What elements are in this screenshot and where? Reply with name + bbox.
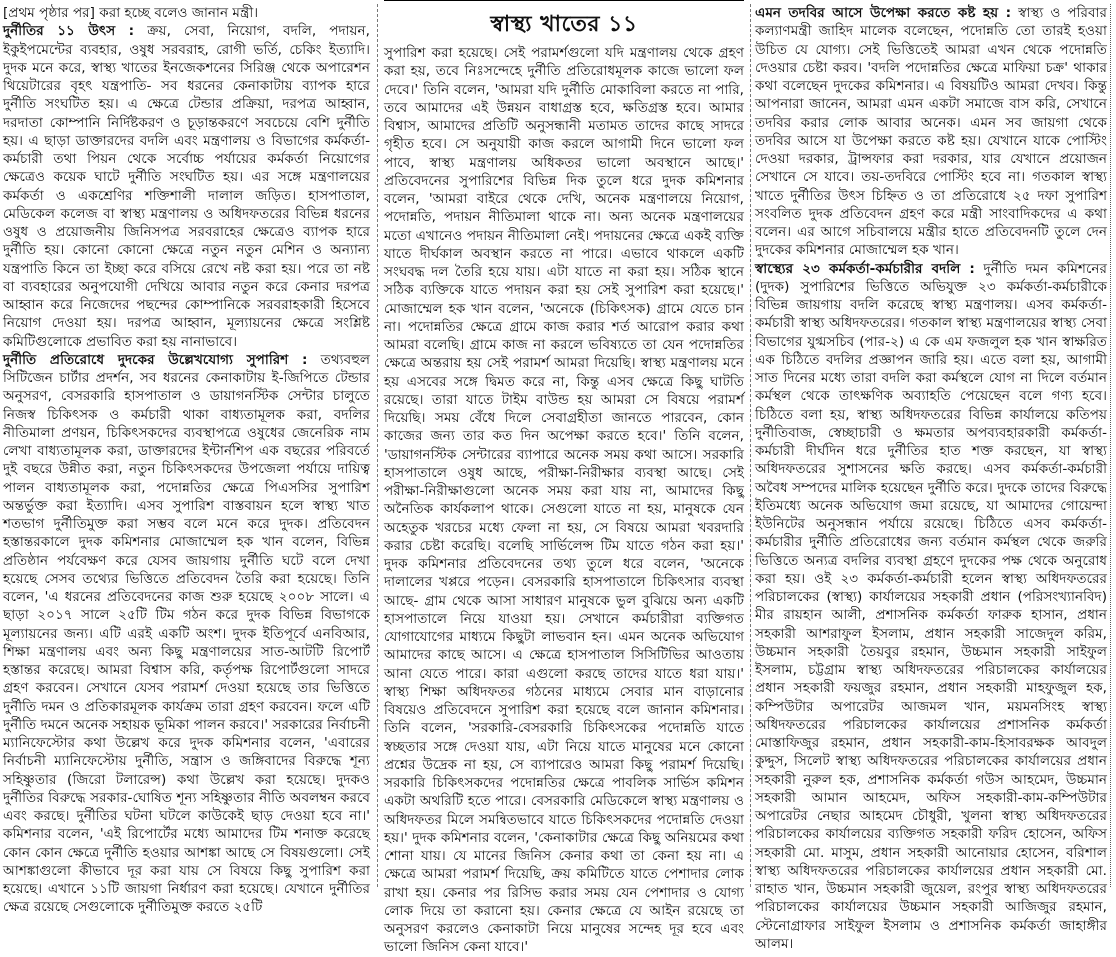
section-subhead-corruption-sources: দুর্নীতির ১১ উৎস : <box>3 23 135 40</box>
column3-paragraph-1 <box>755 260 1107 954</box>
column2-paragraph-0 <box>384 44 744 957</box>
column-divider-left <box>377 4 378 887</box>
section-subhead-transfers: স্বাস্থ্যের ২৩ কর্মকর্তা-কর্মচারীর বদলি : <box>755 260 975 277</box>
column-divider-right <box>750 4 751 887</box>
paragraph-text: স্বাস্থ্য ও পরিবার কল্যাণমন্ত্রী জাহিদ মালেক বলেছেন, পদোন্নতি তো তারই হওয়া উচিত যে যোগ্য। সেই ভিত্তিতেই আমরা এখন থেকে পদোন্নতি দেওয়ার চেষ্টা করব। 'বদলি পদোন্নতির ক্ষেত্রে মাফিয়া চক্র' থাকার কথা বলেছেন দুদকের কমিশনার। এ বিষয়টিও আমরা দেখব। কিন্তু আপনারা জানেন, আমরা এমন একটা সমাজে বাস করি, সেখানে তদবির করার লোক আবার অনেক। এমন সব জায়গা থেকে তদবির আসে যা উপেক্ষা করতে কষ্ট হয়। যেখানে যাকে পোস্টিং দেওয়া দরকার, ট্রান্সফার করা দরকার, যার যেখানে প্রয়োজন সেখানে সে যাবে। তয়-তদবিরে পোস্টিং হবে না। গতকাল স্বাস্থ্য খাতে দুর্নীতির উৎস চিহ্নিত ও তা প্রতিরোধে ২৫ দফা সুপারিশ সংবলিত দুদক প্রতিবেদন গ্রহণ করে মন্ত্রী সাংবাদিকদের এ কথা বলেন। এর আগে সচিবালয়ে মন্ত্রীর হাতে প্রতিবেদনটি তুলে দেন দুদকের কমিশনার মোজাম্মেল হক খান। <box>755 5 1108 259</box>
paragraph-text: দুর্নীতি দমন কমিশনের (দুদক) সুপারিশের ভিত্তিতে অভিযুক্ত ২৩ কর্মকর্তা-কর্মচারীকে বিভিন্ন জায়গায় বদলি করেছে স্বাস্থ্য মন্ত্রণালয়। এসব কর্মকর্তা-কর্মচারী স্বাস্থ্য অধিদফতরের। গতকাল স্বাস্থ্য মন্ত্রণালয়ের স্বাস্থ্য সেবা বিভাগের যুগ্মসচিব (পার-২) এ কে এম ফজলুল হক খান স্বাক্ষরিত এক চিঠিতে বদলির প্রজ্ঞাপন জারি হয়। এতে বলা হয়, আগামী সাত দিনের মধ্যে তারা বদলি করা কর্মস্থলে যোগ না দিলে বর্তমান কর্মস্থল থেকে তাৎক্ষণিক অব্যাহতি পেয়েছেন বলে গণ্য হবে। চিঠিতে বলা হয়, স্বাস্থ্য অধিদফতরের বিভিন্ন কার্যালয়ে কতিপয় দুর্নীতিবাজ, স্বেচ্ছাচারী ও ক্ষমতার অপব্যবহারকারী কর্মকর্তা-কর্মচারী দীর্ঘদিন ধরে দুর্নীতির হাত শক্ত করছেন, যা স্বাস্থ্য অধিদফতরের সুশাসনের ক্ষতি করছে। এসব কর্মকর্তা-কর্মচারী অবৈধ সম্পদের মালিক হয়েছেন দুর্নীতি করে। দুদকে তাদের বিরুদ্ধে ইতিমধ্যে অনেক অভিযোগ জমা রয়েছে, যা আমাদের গোয়েন্দা ইউনিটের অনুসন্ধান পর্যায়ে রয়েছে। চিঠিতে এসব কর্মকর্তা-কর্মচারীর দুর্নীতি প্রতিরোধের জন্য বর্তমান কর্মস্থল থেকে জরুরি ভিত্তিতে অন্যত্র বদলির ব্যবস্থা গ্রহণে দুদকের পক্ষ থেকে অনুরোধ করা হয়। ওই ২৩ কর্মকর্তা-কর্মচারী হলেন স্বাস্থ্য অধিদফতরের পরিচালকের (স্বাস্থ্য) কার্যালয়ের সহকারী প্রধান (পরিসংখ্যানবিদ) মীর রায়হান আলী, প্রশাসনিক কর্মকর্তা ফারুক হাসান, প্রধান সহকারী আশরাফুল ইসলাম, প্রধান সহকারী সাজেদুল করিম, উচ্চমান সহকারী তৈয়বুর রহমান, উচ্চমান সহকারী সাইফুল ইসলাম, চট্টগ্রাম স্বাস্থ্য অধিদফতরের পরিচালকের কার্যালয়ের প্রধান সহকারী ফয়জুর রহমান, প্রধান সহকারী মাহফুজুল হক, কম্পিউটার অপারেটর আজমল খান, ময়মনসিংহ স্বাস্থ্য অধিদফতরের পরিচালকের কার্যালয়ের প্রশাসনিক কর্মকর্তা মোস্তাফিজুর রহমান, প্রধান সহকারী-কাম-হিসাবরক্ষক আবদুল কুদ্দুস, সিলেট স্বাস্থ্য অধিদফতরের পরিচালকের কার্যালয়ের প্রধান সহকারী নুরুল হক, প্রশাসনিক কর্মকর্তা গউস আহমেদ, উচ্চমান সহকারী আমান আহমেদ, অফিস সহকারী-কাম-কম্পিউটার অপারেটর নেছার আহমেদ চৌধুরী, খুলনা স্বাস্থ্য অধিদফতরের পরিচালকের কার্যালয়ের ব্যক্তিগত সহকারী ফরিদ হোসেন, অফিস সহকারী মো. মাসুম, প্রধান সহকারী আনোয়ার হোসেন, বরিশাল স্বাস্থ্য অধিদফতরের পরিচালকের কার্যালয়ের প্রধান সহকারী মো. রাহাত খান, উচ্চমান সহকারী জুয়েল, রংপুর স্বাস্থ্য অধিদফতরের পরিচালকের কার্যালয়ের উচ্চমান সহকারী আজিজুর রহমান, স্টেনোগ্রাফার সাইফুল ইসলাম ও প্রশাসনিক কর্মকর্তা জাহাঙ্গীর আলম। <box>755 260 1107 952</box>
continuation-note: [প্রথম পৃষ্ঠার পর] <box>3 5 95 21</box>
column1-paragraph-2 <box>3 351 370 917</box>
headline-top-rule <box>384 0 744 1</box>
paragraph-text: করা হচ্ছে বলেও জানান মন্ত্রী। <box>94 5 259 21</box>
article-column-2 <box>384 4 744 956</box>
section-subhead-acc-recommendations: দুর্নীতি প্রতিরোধে দুদকের উল্লেখযোগ্য সুপারিশ : <box>3 351 308 368</box>
paragraph-text: তথ্যবহুল সিটিজেন চার্টার প্রদর্শন, সব ধরনের কেনাকাটায় ই-জিপিতে টেন্ডার অনুসরণ, বেসরকারি হাসপাতাল ও ডায়াগনস্টিক সেন্টার চালুতে নিজস্ব চিকিৎসক ও কর্মচারী থাকা বাধ্যতামূলক করা, বদলির নীতিমালা প্রণয়ন, চিকিৎসকদের ব্যবস্থাপত্রে ওষুধের জেনেরিক নাম লেখা বাধ্যতামূলক করা, ডাক্তারদের ইন্টার্নশিপ এক বছরের পরিবর্তে দুই বছরে উন্নীত করা, নতুন চিকিৎসকদের উপজেলা পর্যায়ে দায়িত্ব পালন বাধ্যতামূলক করা, পদোন্নতির ক্ষেত্রে পিএসসির সুপারিশ অন্তর্ভুক্ত করা ইত্যাদি। এসব সুপারিশ বাস্তবায়ন হলে স্বাস্থ্য খাত শতভাগ দুর্নীতিমুক্ত করা সম্ভব বলে মনে করে দুদক। প্রতিবেদন হস্তান্তরকালে দুদক কমিশনার মোজাম্মেল হক খান বলেন, বিভিন্ন প্রতিষ্ঠান পর্যবেক্ষণ করে যেসব জায়গায় দুর্নীতি ঘটে বলে দেখা হয়েছে সেসব তথ্যের ভিত্তিতে প্রতিবেদন তৈরি করা হয়েছে। তিনি বলেন, 'এ ধরনের প্রতিবেদনের কাজ শুরু হয়েছে ২০০৮ সালে। এ ছাড়া ২০১৭ সালে ২৫টি টিম গঠন করে দুদক বিভিন্ন বিভাগকে মূল্যায়নের জন্য। এটি এরই একটি অংশ। দুদক ইতিপূর্বে এনবিআর, শিক্ষা মন্ত্রণালয় এবং অন্য কিছু মন্ত্রণালয়ের সাত-আটটি রিপোর্ট হস্তান্তর করেছে। আমরা বিশ্বাস করি, কর্তৃপক্ষ রিপোর্টগুলো সাদরে গ্রহণ করবেন। সেখানে যেসব পরামর্শ দেওয়া হয়েছে তার ভিত্তিতে দুর্নীতি দমন ও প্রতিকারমূলক কার্যক্রম তারা গ্রহণ করবেন। ফলে এটি দুর্নীতি দমনে অনেক সহায়ক ভূমিকা পালন করবে।' সরকারের নির্বাচনী ম্যানিফেস্টোর কথা উল্লেখ করে দুদক কমিশনার বলেন, 'এবারের নির্বাচনী ম্যানিফেস্টোয় দুর্নীতি, সন্ত্রাস ও জঙ্গিবাদের বিরুদ্ধে শূন্য সহিষ্ণুতার (জিরো টলারেন্স) কথা উল্লেখ করা হয়েছে। দুদকও দুর্নীতির বিরুদ্ধে সরকার-ঘোষিত শূন্য সহিষ্ণুতার নীতি অবলম্বন করবে এবং করছে। দুর্নীতির ঘটনা ঘটলে কাউকেই ছাড় দেওয়া হবে না।' কমিশনার বলেন, 'এই রিপোর্টের মধ্যে আমাদের টিম শনাক্ত করেছে কোন কোন ক্ষেত্রে দুর্নীতি হওয়ার আশঙ্কা আছে সে বিষয়গুলো। সেই আশঙ্কাগুলো কীভাবে দূর করা যায় সে বিষয়ে কিছু সুপারিশ করা হয়েছে। এখানে ১১টি জায়গা নির্ধারণ করা হয়েছে। যেখানে দুর্নীতির ক্ষেত্র রয়েছে সেগুলোকে দুর্নীতিমুক্ত করতে ২৫টি <box>3 351 370 916</box>
section-subhead-lobbying: এমন তদবির আসে উপেক্ষা করতে কষ্ট হয় : <box>755 5 1012 21</box>
article-column-3 <box>755 4 1108 952</box>
article-headline: স্বাস্থ্য খাতের ১১ <box>490 12 638 37</box>
page-edge-rule <box>1110 4 1111 887</box>
paragraph-text: ক্রয়, সেবা, নিয়োগ, বদলি, পদায়ন, ইকুইপমেন্টের ব্যবহার, ওষুধ সরবরাহ, রোগী ভর্তি, চেকিং ইত্যাদি। দুদক মনে করে, স্বাস্থ্য খাতের ইনজেকশনের সিরিঞ্জ থেকে অপারেশন থিয়েটারের বৃহৎ যন্ত্রপাতি- সব ধরনের কেনাকাটায় ব্যাপক হারে দুর্নীতি সংঘটিত হয়। এ ক্ষেত্রে টেন্ডার প্রক্রিয়া, দরপত্র আহ্বান, দরদাতা কোম্পানি নির্দিষ্টকরণ ও চূড়ান্তকরণে সবচেয়ে বেশি দুর্নীতি হয়। এ ছাড়া ডাক্তারদের বদলি এবং মন্ত্রণালয় ও বিভাগের কর্মকর্তা-কর্মচারী তথা পিয়ন থেকে সর্বোচ্চ পর্যায়ের কর্মকর্তা নিয়োগের ক্ষেত্রেও কয়েক ঘাটে দুর্নীতি সংঘটিত হয়। এর সঙ্গে মন্ত্রণালয়ের কর্মকর্তা ও একশ্রেণির শক্তিশালী দালাল জড়িত। হাসপাতাল, মেডিকেল কলেজ বা স্বাস্থ্য মন্ত্রণালয় ও অধিদফতরের বিভিন্ন ধরনের ওষুধ ও প্রয়োজনীয় জিনিসপত্র সরবরাহের ক্ষেত্রেও ব্যাপক হারে দুর্নীতি হয়। কোনো কোনো ক্ষেত্রে নতুন নতুন মেশিন ও অন্যান্য যন্ত্রপাতি কিনে তা ইচ্ছা করে বসিয়ে রেখে নষ্ট করা হয়। পরে তা নষ্ট বা ব্যবহারের অনুপযোগী দেখিয়ে আবার নতুন করে কেনার দরপত্র আহ্বান করে নিজেদের পছন্দের কোম্পানিকে সরবরাহকারী হিসেবে নিয়োগ দেওয়া হয়। দরপত্র আহ্বান, মূল্যায়নের ক্ষেত্রে সংশ্লিষ্ট কমিটিগুলোকে প্রভাবিত করা হয় নানাভাবে। <box>3 23 370 350</box>
column1-paragraph-0 <box>3 4 370 22</box>
article-column-1 <box>3 4 370 916</box>
paragraph-text: সুপারিশ করা হয়েছে। সেই পরামর্শগুলো যদি মন্ত্রণালয় থেকে গ্রহণ করা হয়, তবে নিঃসন্দেহে দুর্নীতি প্রতিরোধমূলক কাজে ভালো ফল দেবে।' তিনি বলেন, 'আমরা যদি দুর্নীতি মোকাবিলা করতে না পারি, তবে আমাদের এই উন্নয়ন বাধাগ্রস্ত হবে, ক্ষতিগ্রস্ত হবে। আমার বিশ্বাস, আমাদের প্রতিটি অনুসন্ধানী মতামত তাদের কাছে সাদরে গৃহীত হবে। সে অনুযায়ী কাজ করলে আগামী দিনে ভালো ফল পাবে, স্বাস্থ্য মন্ত্রণালয় অধিকতর ভালো অবস্থানে আছে।' প্রতিবেদনের সুপারিশের বিভিন্ন দিক তুলে ধরে দুদক কমিশনার বলেন, 'আমরা বাইরে থেকে দেখি, অনেক মন্ত্রণালয়ে নিয়োগ, পদোন্নতি, পদায়ন নীতিমালা থাকে না। অন্য অনেক মন্ত্রণালয়ের মতো এখানেও পদায়ন নীতিমালা নেই। পদায়নের ক্ষেত্রে একই ব্যক্তি যাতে দীর্ঘকাল অবস্থান করতে না পারে। এভাবে থাকলে একটি সংঘবদ্ধ দল তৈরি হয়ে যায়। এটা যাতে না করা হয়। সঠিক স্থানে সঠিক ব্যক্তিকে যাতে পদায়ন করা হয় সেই সুপারিশ করা হয়েছে।' মোজাম্মেল হক খান বলেন, 'অনেকে (চিকিৎসক) গ্রামে যেতে চান না। পদোন্নতির ক্ষেত্রে গ্রামে কাজ করার শর্ত আরোপ করার কথা আমরা বলেছি। গ্রামে কাজ না করলে ভবিষ্যতে তা যেন পদোন্নতির ক্ষেত্রে অন্তরায় হয় সেই পরামর্শ আমরা দিয়েছি। স্বাস্থ্য মন্ত্রণালয় মনে হয় এসবের সঙ্গে দ্বিমত করে না, কিন্তু এসব ক্ষেত্রে কিছু ঘাটতি রয়েছে। তারা যাতে টাইম বাউন্ড হয় আমরা সে বিষয়ে পরামর্শ দিয়েছি। সময় বেঁধে দিলে সেবাগ্রহীতা জানতে পারবেন, কোন কাজের জন্য তার কত দিন অপেক্ষা করতে হবে।' তিনি বলেন, 'ডায়াগনস্টিক সেন্টারের ব্যাপারে অনেক সময় কথা আসে। সরকারি হাসপাতালে ওষুধ আছে, পরীক্ষা-নিরীক্ষার ব্যবস্থা আছে। সেই পরীক্ষা-নিরীক্ষাগুলো অনেক সময় করা যায় না, আমাদের কিছু অনৈতিক কার্যকলাপ থাকে। সেগুলো যাতে না হয়, মানুষকে যেন অহেতুক খরচের মধ্যে ফেলা না হয়, সে বিষয়ে আমরা খবরদারি করার চেষ্টা করেছি। বলেছি সার্ভিলেন্স টিম যাতে গঠন করা হয়।' দুদক কমিশনার প্রতিবেদনের তথ্য তুলে ধরে বলেন, 'অনেকে দালালের খপ্পরে পড়েন। বেসরকারি হাসপাতালে চিকিৎসার ব্যবস্থা আছে- গ্রাম থেকে আসা সাধারণ মানুষকে ভুল বুঝিয়ে অন্য একটি হাসপাতালে নিয়ে যাওয়া হয়। সেখানে কর্মচারীরা ব্যক্তিগত যোগাযোগের মাধ্যমে কিছুটা লাভবান হন। এমন অনেক অভিযোগ আমাদের কাছে আসে। এ ক্ষেত্রে হাসপাতাল সিসিটিভির আওতায় আনা যেতে পারে। কারা এগুলো করছে তাদের যাতে ধরা যায়।' স্বাস্থ্য শিক্ষা অধিদফতর গঠনের মাধ্যমে সেবার মান বাড়ানোর বিষয়েও প্রতিবেদনে সুপারিশ করা হয়েছে বলে জানান কমিশনার। তিনি বলেন, 'সরকারি-বেসরকারি চিকিৎসকের পদোন্নতি যাতে স্বচ্ছতার সঙ্গে দেওয়া যায়, এটা নিয়ে যাতে মানুষের মনে কোনো প্রশ্নের উদ্রেক না হয়, সে ব্যাপারেও আমরা কিছু পরামর্শ দিয়েছি। সরকারি চিকিৎসকদের পদোন্নতির ক্ষেত্রে পাবলিক সার্ভিস কমিশন একটা অথরিটি হতে পারে। বেসরকারি মেডিকেলে স্বাস্থ্য মন্ত্রণালয় ও অধিদফতর মিলে সমন্বিতভাবে যাতে চিকিৎসকদের পদোন্নতি দেওয়া হয়।' দুদক কমিশনার বলেন, 'কেনাকাটার ক্ষেত্রে কিছু অনিয়মের কথা শোনা যায়। যে মানের জিনিস কেনার কথা তা কেনা হয় না। এ ক্ষেত্রে আমরা পরামর্শ দিয়েছি, ক্রয় কমিটিতে যাতে পেশাদার লোক রাখা হয়। কেনার পর রিসিভ করার সময় যেন পেশাদার ও যোগ্য লোক দিয়ে তা করানো হয়। কেনার ক্ষেত্রে যে আইন রয়েছে তা অনুসরণ করলেও কেনাকাটা নিয়ে মানুষের সন্দেহ দূর হবে এবং ভালো জিনিস কেনা যাবে।' <box>384 45 744 956</box>
column1-paragraph-1 <box>3 22 370 351</box>
column3-paragraph-0 <box>755 4 1107 260</box>
